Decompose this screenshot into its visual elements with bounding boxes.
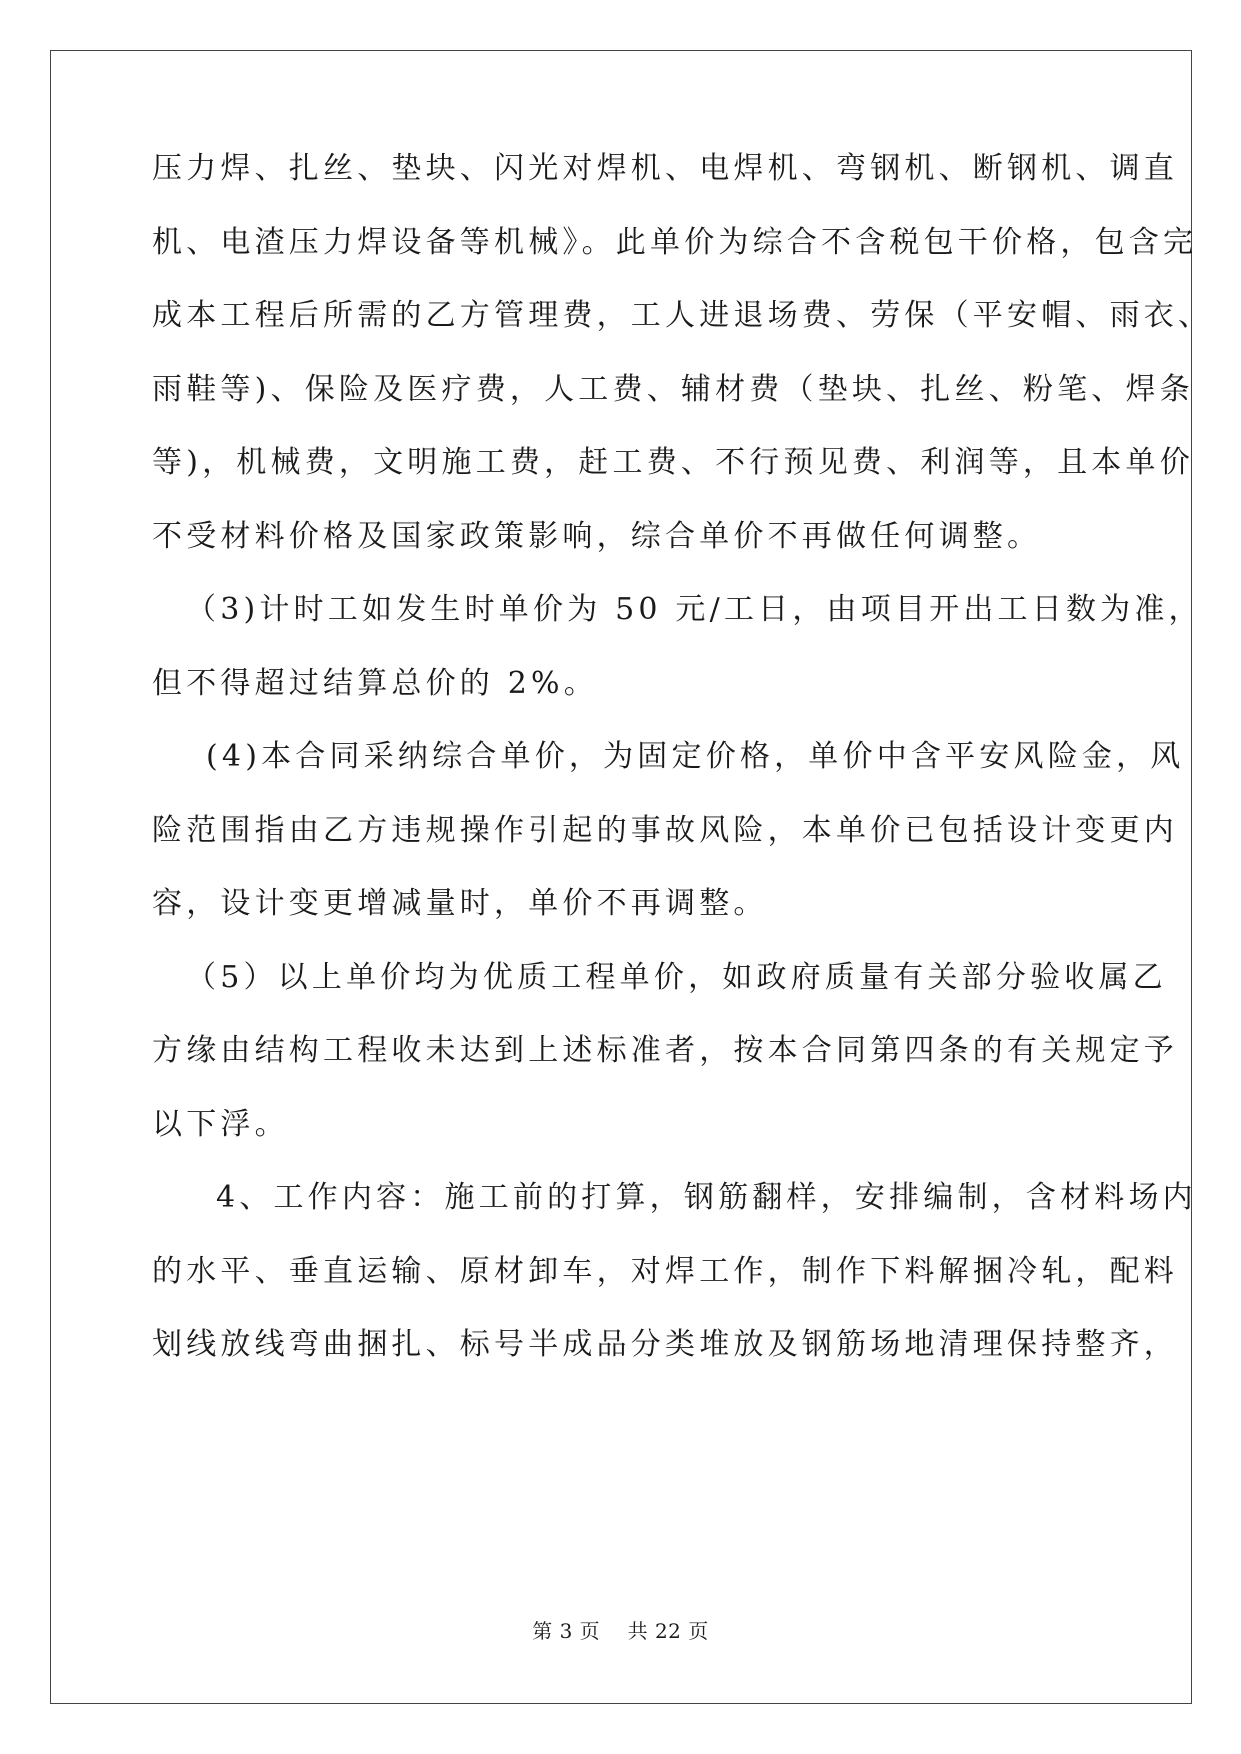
text-line: 但不得超过结算总价的 2%。 <box>152 666 598 701</box>
text-line: 的水平、垂直运输、原材卸车，对焊工作，制作下料解捆冷轧，配料 <box>152 1254 1178 1289</box>
text-line: 成本工程后所需的乙方管理费，工人进退场费、劳保（平安帽、雨衣、 <box>152 298 1213 333</box>
text-line: 机、电渣压力焊设备等机械》。此单价为综合不含税包干价格，包含完 <box>152 225 1198 260</box>
text-line: 容，设计变更增减量时，单价不再调整。 <box>152 886 768 921</box>
text-line: 压力焊、扎丝、垫块、闪光对焊机、电焊机、弯钢机、断钢机、调直 <box>152 151 1178 186</box>
text-line: 4、工作内容：施工前的打算，钢筋翻样，安排编制，含材料场内 <box>216 1180 1197 1215</box>
text-line: 险范围指由乙方违规操作引起的事故风险，本单价已包括设计变更内 <box>152 813 1178 848</box>
text-line: 以下浮。 <box>152 1107 289 1142</box>
text-line: （3)计时工如发生时单价为 50 元/工日，由项目开出工日数为准， <box>186 592 1203 627</box>
text-line: 划线放线弯曲捆扎、标号半成品分类堆放及钢筋场地清理保持整齐， <box>152 1327 1178 1362</box>
text-line: （5）以上单价均为优质工程单价，如政府质量有关部分验收属乙 <box>186 960 1167 995</box>
text-line: 等)，机械费，文明施工费，赶工费、不行预见费、利润等，且本单价 <box>152 445 1194 480</box>
text-line: 雨鞋等)、保险及医疗费，人工费、辅材费（垫块、扎丝、粉笔、焊条 <box>152 372 1194 407</box>
text-line: 不受材料价格及国家政策影响，综合单价不再做任何调整。 <box>152 519 1042 554</box>
text-line: (4)本合同采纳综合单价，为固定价格，单价中含平安风险金，风 <box>206 739 1185 774</box>
text-line: 方缘由结构工程收未达到上述标准者，按本合同第四条的有关规定予 <box>152 1033 1178 1068</box>
page-number: 第 3 页 共 22 页 <box>532 1619 709 1643</box>
